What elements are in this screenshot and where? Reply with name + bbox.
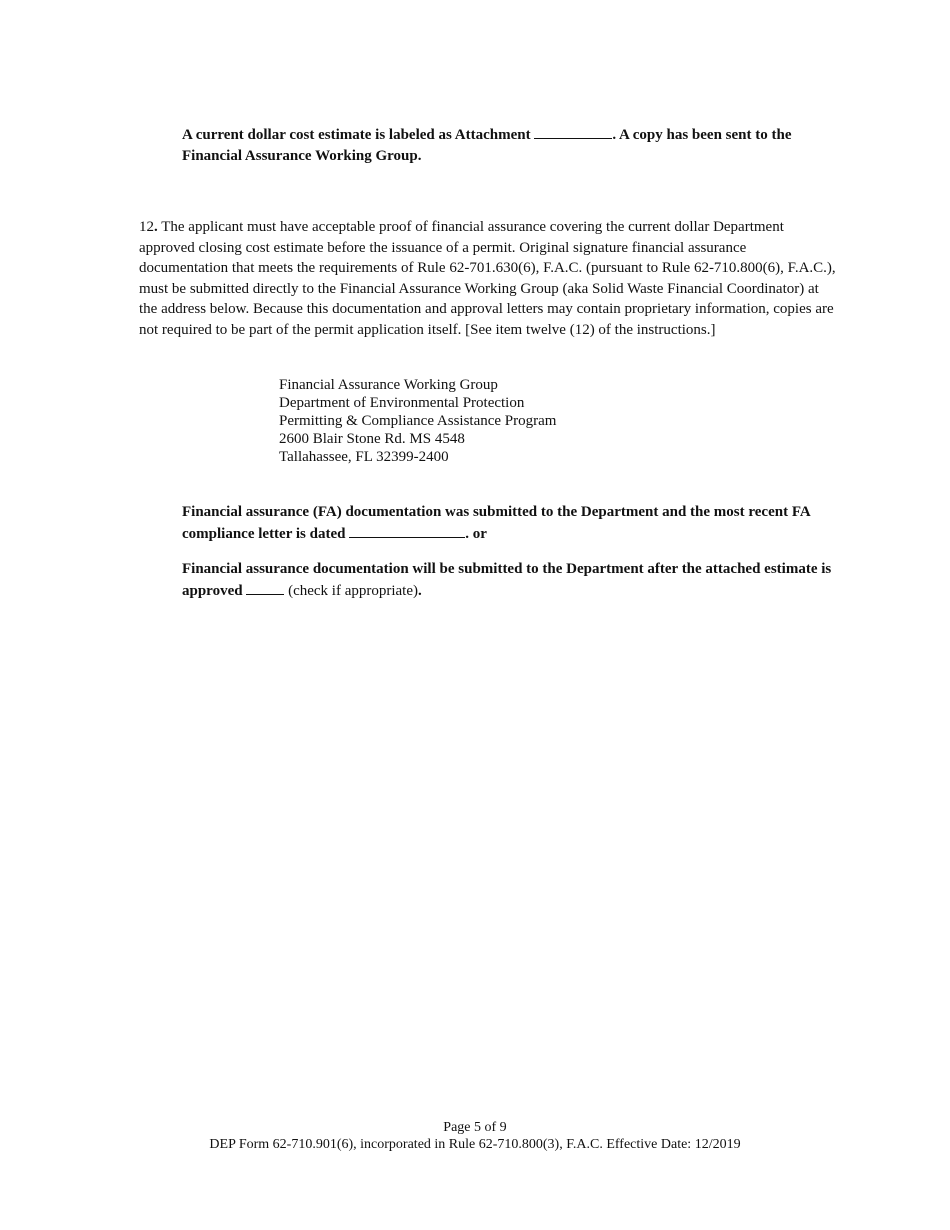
fa-submitted-text-after: . or — [465, 525, 487, 542]
attachment-statement — [182, 124, 842, 166]
address-line-1: Financial Assurance Working Group — [279, 377, 498, 393]
address-line-3: Permitting & Compliance Assistance Program — [279, 413, 557, 429]
fa-pending-note: (check if appropriate) — [288, 582, 419, 599]
item-12-number-suffix: . — [154, 219, 158, 235]
attachment-statement-text: A current dollar cost estimate is labeled as Attachment — [182, 127, 531, 143]
fa-pending-text: Financial assurance documentation will be submitted to the Department after the attached estimate is approved — [182, 561, 832, 599]
compliance-letter-date-blank[interactable] — [349, 523, 465, 538]
fa-pending-text-after: . — [418, 582, 422, 599]
footer-form-reference: DEP Form 62-710.901(6), incorporated in Rule 62-710.800(3), F.A.C. Effective Date: 12/2019 — [209, 1137, 741, 1152]
estimate-approved-check-blank[interactable] — [246, 580, 284, 595]
item-12-number: 12 — [139, 219, 154, 235]
footer-page-number: Page 5 of 9 — [443, 1120, 507, 1135]
item-12-text: The applicant must have acceptable proof of financial assurance covering the current dollar Department approved closing cost estimate before the issuance of a permit. Original signature financial assurance documentation that meets the requirements of Rule 62-701.630(6), F.A.C. (pursuant to Rule 62-710.800(6), F.A.C.), must be submitted directly to the Financial Assurance Working Group (aka Solid Waste Financial Coordinator) at the address below. Because this documentation and approval letters may contain proprietary information, copies are not required to be part of the permit application itself. [See item twelve (12) of the instructions.] — [139, 219, 836, 338]
attachment-label-blank[interactable] — [534, 124, 612, 139]
item-12-paragraph — [139, 217, 839, 340]
address-line-2: Department of Environmental Protection — [279, 395, 525, 411]
address-line-4: 2600 Blair Stone Rd. MS 4548 — [279, 431, 465, 447]
attachment-statement-text-after: . A copy has been sent to the Financial Assurance Working Group. — [182, 127, 792, 164]
fa-submitted-option — [182, 502, 852, 544]
fa-pending-option — [182, 559, 842, 601]
fa-submitted-text: Financial assurance (FA) documentation was submitted to the Department and the most recent FA compliance letter is dated — [182, 504, 810, 542]
address-line-5: Tallahassee, FL 32399-2400 — [279, 449, 449, 465]
mailing-address — [279, 376, 556, 466]
